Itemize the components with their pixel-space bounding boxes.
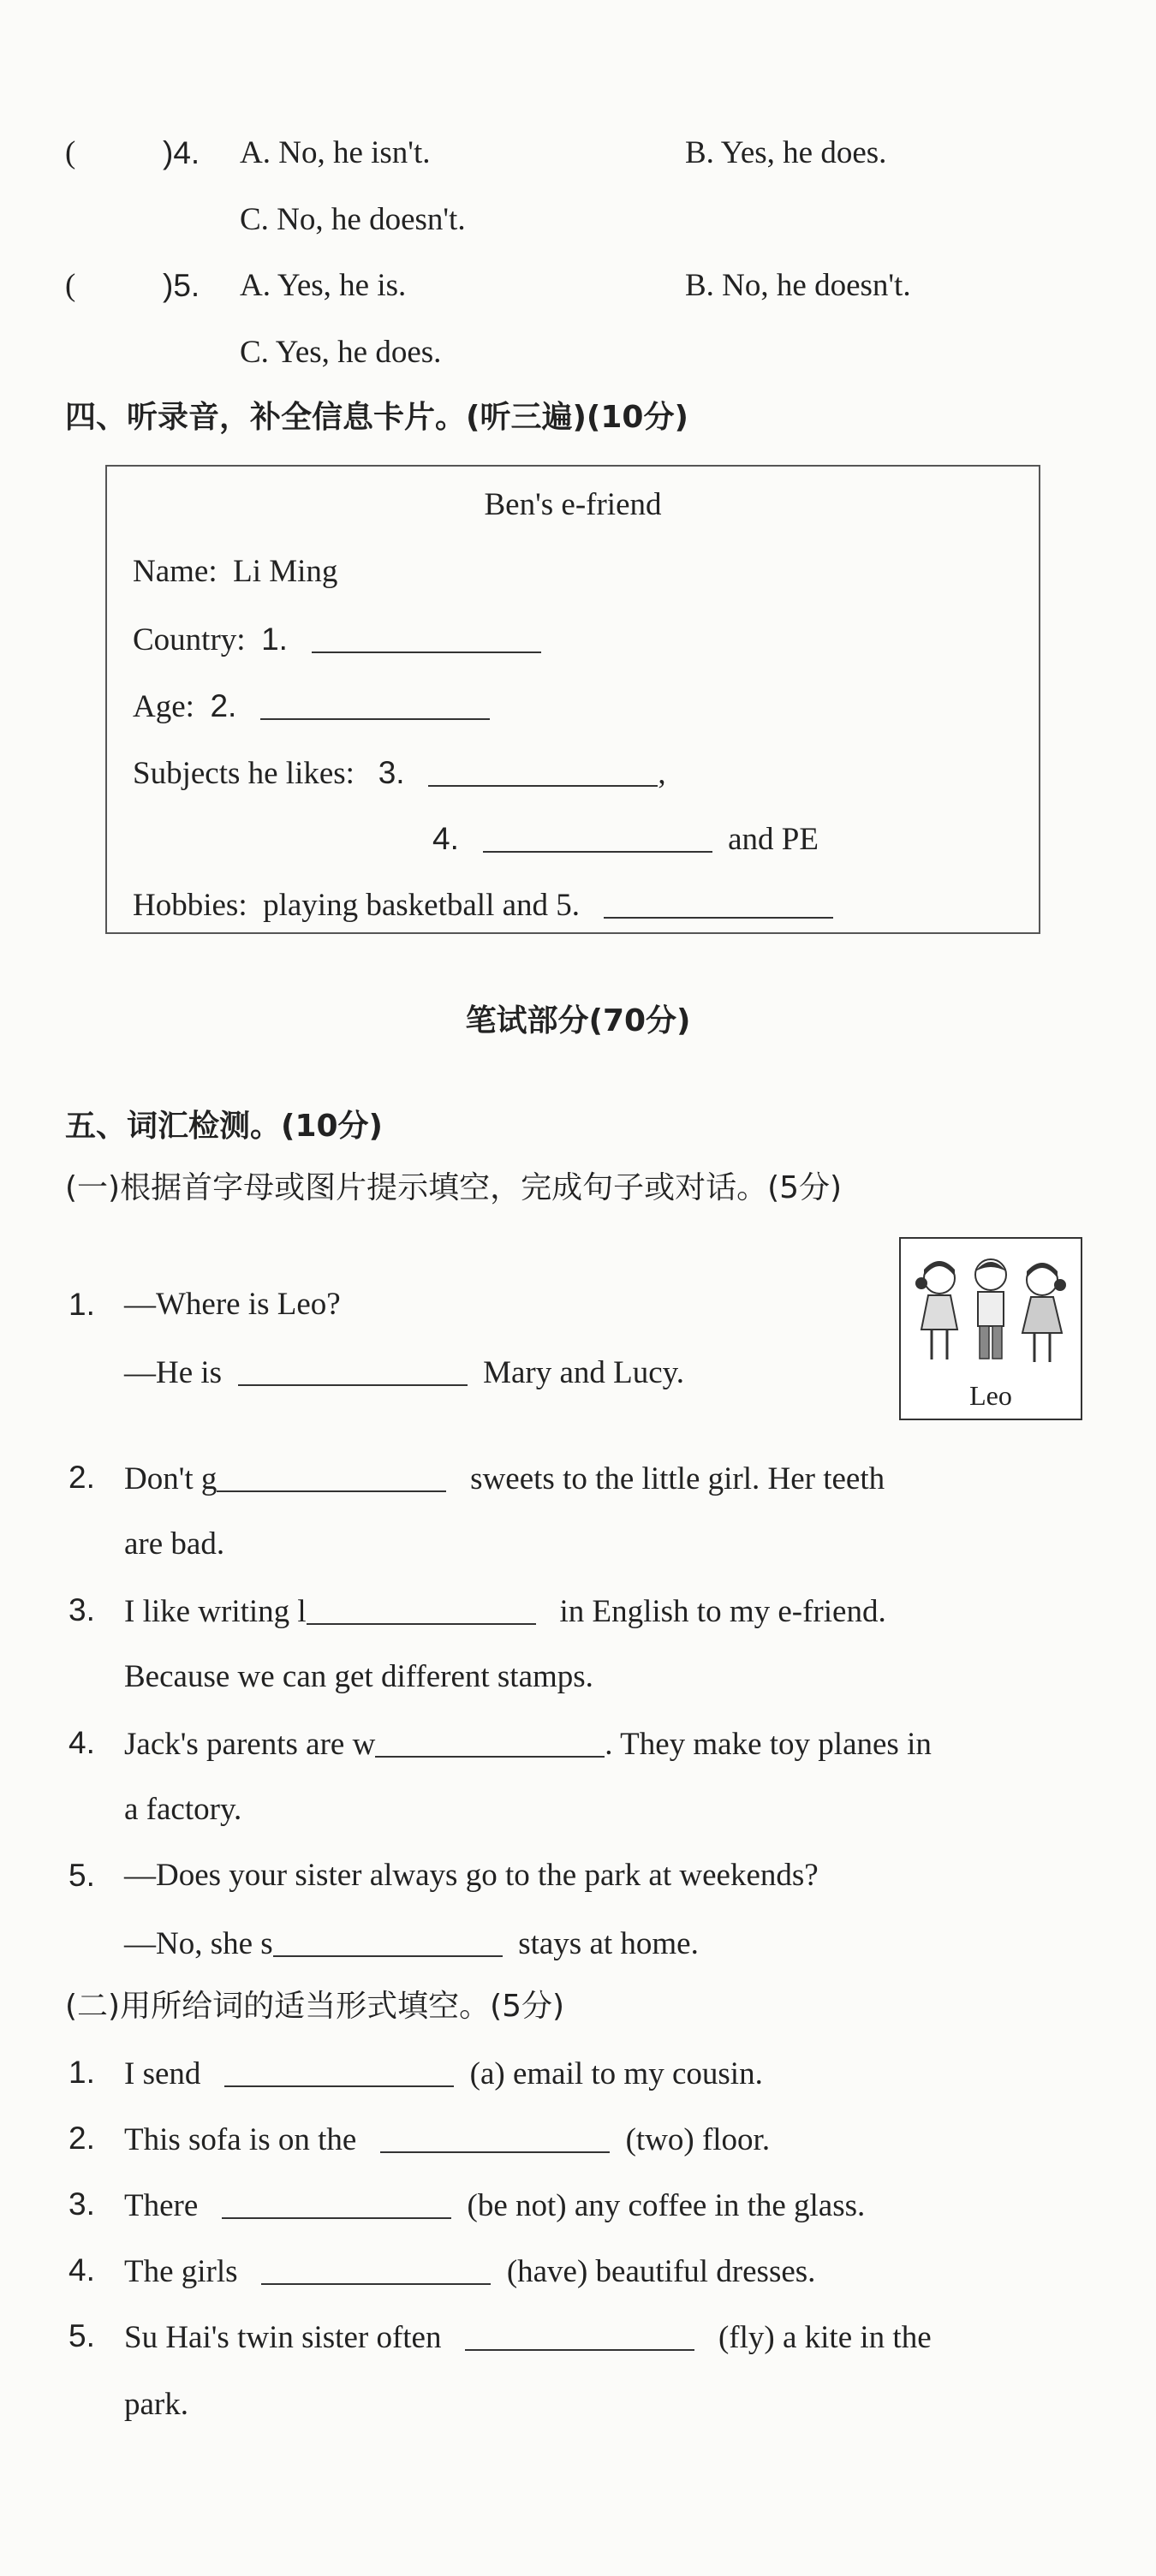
p2-item5-line1: Su Hai's twin sister often (fly) a kite in the (124, 2320, 932, 2355)
q5-option-b: B. No, he doesn't. (685, 268, 911, 303)
card-hobbies-row: Hobbies: playing basketball and 5. (133, 888, 833, 921)
p2-item5-blank[interactable] (465, 2320, 694, 2351)
q5-option-a: A. Yes, he is. (240, 268, 407, 303)
q4-number: )4. (163, 135, 200, 170)
written-part-heading: 笔试部分(70分) (465, 1003, 691, 1038)
girl-left-figure (915, 1261, 957, 1359)
section4-heading: 四、听录音，补全信息卡片。(听三遍)(10分) (65, 400, 688, 435)
p1-item1-line2: —He is Mary and Lucy. (124, 1355, 685, 1390)
kids-picture (899, 1237, 1082, 1420)
girl-right-figure (1022, 1263, 1066, 1362)
p1-item1-number: 1. (69, 1287, 95, 1322)
p2-item1-blank[interactable] (224, 2056, 454, 2087)
boy-middle-figure (975, 1259, 1006, 1359)
p2-item4-number: 4. (69, 2252, 95, 2287)
p1-item3-number: 3. (69, 1592, 95, 1627)
p1-item2-line2: are bad. (124, 1526, 225, 1562)
p1-item4-number: 4. (69, 1725, 95, 1760)
q4-option-c: C. No, he doesn't. (240, 202, 466, 237)
three-children-illustration (901, 1244, 1081, 1381)
hobby5-blank[interactable] (604, 888, 833, 919)
p1-item5-blank[interactable] (273, 1926, 503, 1957)
p2-item3-blank[interactable] (222, 2188, 451, 2219)
card-subjects-row: Subjects he likes: 3. , (133, 755, 666, 791)
p1-item3-blank[interactable] (307, 1594, 536, 1625)
p1-item4-blank[interactable] (375, 1727, 605, 1758)
q5-paren[interactable]: ( (65, 268, 76, 303)
p2-item5-line2: park. (124, 2387, 188, 2422)
q5-number: )5. (163, 268, 200, 303)
p2-item2-line: This sofa is on the (two) floor. (124, 2122, 771, 2157)
p1-item3-line1: I like writing l in English to my e-friend. (124, 1594, 886, 1629)
p2-item5-number: 5. (69, 2318, 95, 2353)
section5-heading: 五、词汇检测。(10分) (65, 1109, 384, 1144)
age-blank[interactable] (260, 689, 490, 720)
p1-item3-line2: Because we can get different stamps. (124, 1659, 593, 1694)
part1-heading: (一)根据首字母或图片提示填空，完成句子或对话。(5分) (65, 1170, 843, 1205)
p1-item5-line1: —Does your sister always go to the park at weekends? (124, 1858, 819, 1893)
card-name-row: Name: Li Ming (133, 554, 338, 589)
p1-item4-line2: a factory. (124, 1792, 242, 1827)
p1-item1-blank[interactable] (238, 1355, 468, 1386)
p2-item2-blank[interactable] (380, 2122, 610, 2153)
card-country-row: Country: 1. (133, 622, 541, 656)
part2-heading: (二)用所给词的适当形式填空。(5分) (65, 1989, 565, 2024)
card-age-row: Age: 2. (133, 689, 490, 723)
p1-item4-line1: Jack's parents are w . They make toy planes in (124, 1727, 932, 1762)
p1-item5-number: 5. (69, 1858, 95, 1893)
p2-item4-line: The girls (have) beautiful dresses. (124, 2254, 816, 2289)
picture-label: Leo (969, 1380, 1012, 1411)
p1-item2-blank[interactable] (217, 1461, 446, 1492)
q4-paren[interactable]: ( (65, 135, 76, 170)
card-subjects-row2: 4. and PE (432, 821, 819, 857)
p2-item3-line: There (be not) any coffee in the glass. (124, 2188, 866, 2223)
subject3-blank[interactable] (428, 756, 658, 787)
subject4-blank[interactable] (483, 822, 712, 853)
q4-option-b: B. Yes, he does. (685, 135, 887, 170)
p1-item1-line1: —Where is Leo? (124, 1287, 341, 1322)
p2-item2-number: 2. (69, 2121, 95, 2156)
p1-item2-line1: Don't g sweets to the little girl. Her teeth (124, 1461, 885, 1496)
p2-item3-number: 3. (69, 2186, 95, 2222)
q4-option-a: A. No, he isn't. (240, 135, 431, 170)
info-card (105, 465, 1040, 934)
p1-item2-number: 2. (69, 1460, 95, 1495)
q5-option-c: C. Yes, he does. (240, 335, 442, 370)
p2-item4-blank[interactable] (261, 2254, 491, 2285)
p2-item1-line: I send (a) email to my cousin. (124, 2056, 763, 2091)
country-blank[interactable] (312, 622, 541, 653)
p2-item1-number: 1. (69, 2055, 95, 2090)
card-title: Ben's e-friend (484, 487, 662, 522)
p1-item5-line2: —No, she s stays at home. (124, 1926, 699, 1961)
